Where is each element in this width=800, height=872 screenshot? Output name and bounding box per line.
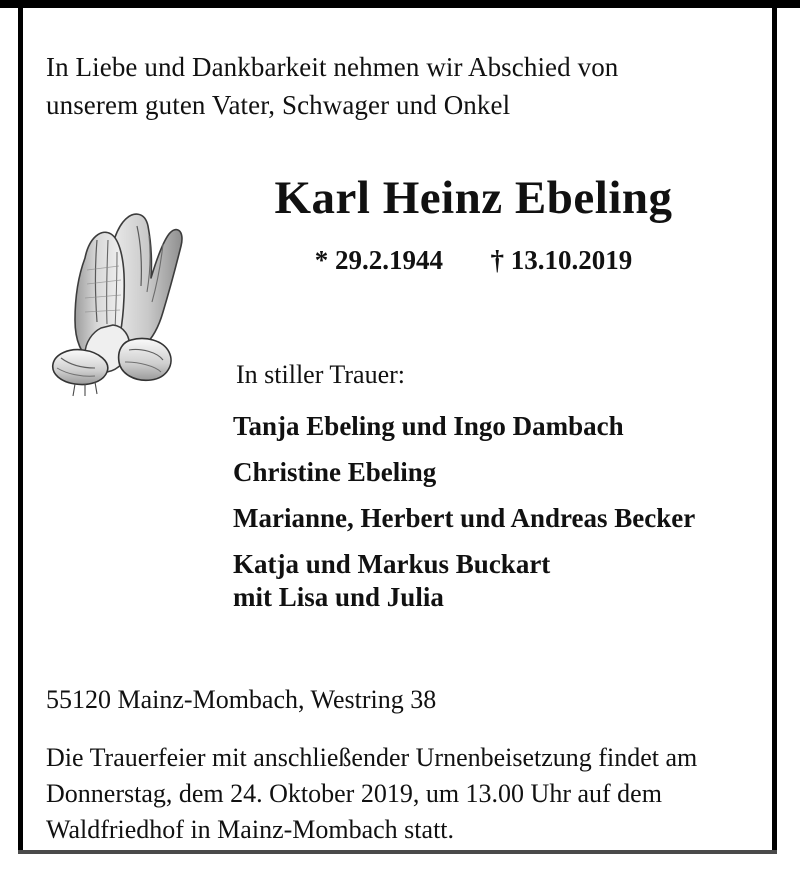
life-dates [191,244,756,276]
mourner-entry: Tanja Ebeling und Ingo Dambach [233,411,624,441]
mourners-block [233,360,756,614]
notice-content [23,8,772,850]
mourner-entry: Marianne, Herbert und Andreas Becker [233,503,696,533]
birth-star-icon: * [314,245,329,275]
mourner-entry: Katja und Markus Buckart [233,549,551,579]
deceased-name: Karl Heinz Ebeling [274,172,673,224]
intro-text [46,48,756,124]
border-top [0,0,800,8]
service-line-1: Die Trauerfeier mit anschließender Urnenbeisetzung findet am [46,743,698,772]
intro-line-2: unserem guten Vater, Schwager und Onkel [46,90,511,120]
service-line-2: Donnerstag, dem 24. Oktober 2019, um 13.00 Uhr auf dem [46,779,662,808]
mourner-children: mit Lisa und Julia [233,582,444,612]
border-bottom [18,850,777,854]
address-line: 55120 Mainz-Mombach, Westring 38 [46,685,437,714]
birth-date: 29.2.1944 [335,245,443,275]
service-details [46,740,756,848]
intro-line-1: In Liebe und Dankbarkeit nehmen wir Abschied von [46,52,619,82]
service-line-3: Waldfriedhof in Mainz-Mombach statt. [46,815,455,844]
death-cross-icon: † [490,245,504,275]
border-right [772,8,777,854]
praying-hands-icon [45,200,191,398]
deceased-block [191,170,756,276]
death-date: 13.10.2019 [510,245,633,275]
mourners-heading: In stiller Trauer: [236,360,405,389]
mourner-entry: Christine Ebeling [233,457,437,487]
